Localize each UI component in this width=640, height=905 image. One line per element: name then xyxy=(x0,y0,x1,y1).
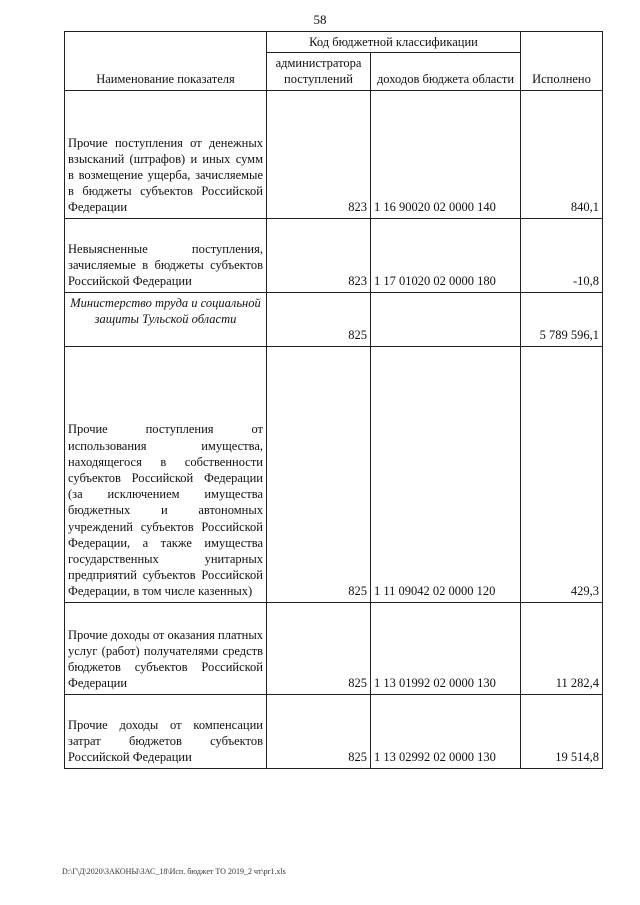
table-row xyxy=(65,292,603,346)
header-executed: Исполнено xyxy=(521,32,603,91)
row-income-code: 1 16 90020 02 0000 140 xyxy=(371,90,521,218)
row-administrator-code: 823 xyxy=(267,90,371,218)
row-administrator-code: 825 xyxy=(267,292,371,346)
row-indicator-name: Невыясненные поступления, зачисляемые в бюджеты субъектов Российской Федерации xyxy=(65,218,267,292)
header-administrator: администратора поступлений xyxy=(267,53,371,90)
row-administrator-code: 825 xyxy=(267,346,371,602)
table-row xyxy=(65,90,603,218)
row-ministry-name: Министерство труда и социальной защиты Тульской области xyxy=(65,292,267,346)
row-income-code: 1 11 09042 02 0000 120 xyxy=(371,346,521,602)
row-executed-amount: 19 514,8 xyxy=(521,694,603,768)
header-indicator-name: Наименование показателя xyxy=(65,32,267,91)
file-path-footer: D:\Г\Д\2020\ЗАКОНЫ\ЗАС_18\Исп. бюджет ТО 2019_2 чт\pr1.xls xyxy=(62,867,286,876)
row-executed-amount: 5 789 596,1 xyxy=(521,292,603,346)
row-executed-amount: 429,3 xyxy=(521,346,603,602)
page-number: 58 xyxy=(313,12,327,27)
row-income-code xyxy=(371,292,521,346)
row-income-code: 1 13 01992 02 0000 130 xyxy=(371,602,521,694)
row-administrator-code: 825 xyxy=(267,694,371,768)
row-executed-amount: 840,1 xyxy=(521,90,603,218)
budget-table xyxy=(64,31,603,769)
row-executed-amount: -10,8 xyxy=(521,218,603,292)
row-administrator-code: 825 xyxy=(267,602,371,694)
row-income-code: 1 13 02992 02 0000 130 xyxy=(371,694,521,768)
row-indicator-name: Прочие поступления от денежных взысканий (штрафов) и иных сумм в возмещение ущерба, зачисляемые в бюджеты субъектов Российской Федерации xyxy=(65,90,267,218)
row-executed-amount: 11 282,4 xyxy=(521,602,603,694)
table-row xyxy=(65,602,603,694)
row-income-code: 1 17 01020 02 0000 180 xyxy=(371,218,521,292)
table-row xyxy=(65,346,603,602)
table-body xyxy=(65,90,603,768)
header-income-code: доходов бюджета области xyxy=(371,53,521,90)
table-row xyxy=(65,694,603,768)
row-administrator-code: 823 xyxy=(267,218,371,292)
header-budget-code: Код бюджетной классификации xyxy=(267,32,521,53)
table-row xyxy=(65,218,603,292)
row-indicator-name: Прочие доходы от компенсации затрат бюджетов субъектов Российской Федерации xyxy=(65,694,267,768)
row-indicator-name: Прочие доходы от оказания платных услуг (работ) получателями средств бюджетов субъектов Российской Федерации xyxy=(65,602,267,694)
row-indicator-name: Прочие поступления от использования имущества, находящегося в собственности субъектов Российской Федерации (за исключением имущества бюджетных и автономных учреждений субъектов Российской Федерации, а также имущества государственных унитарных предприятий субъектов Российской Федерации, в том числе казенных) xyxy=(65,346,267,602)
